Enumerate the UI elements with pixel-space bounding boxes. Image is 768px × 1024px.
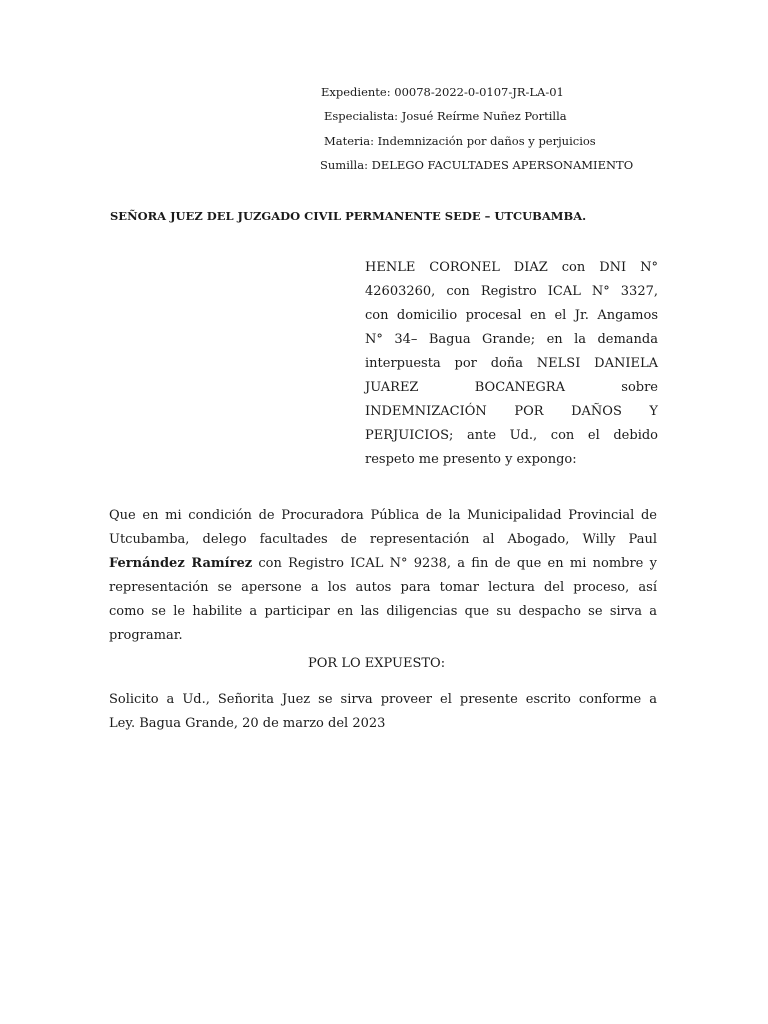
materia-line: Materia: Indemnización por daños y perjuicios (324, 134, 596, 148)
por-lo-expuesto-heading: POR LO EXPUESTO: (308, 656, 446, 671)
intro-line: 42603260, con Registro ICAL N° 3327, (365, 284, 658, 299)
body-line: como se le habilite a participar en las diligencias que su despacho se sirva a (109, 604, 657, 619)
especialista-line: Especialista: Josué Reírme Nuñez Portilla (324, 109, 567, 123)
intro-line: INDEMNIZACIÓN POR DAÑOS Y (365, 404, 658, 419)
body-line: representación se apersone a los autos para tomar lectura del proceso, así (109, 580, 657, 595)
closing-line: Ley. Bagua Grande, 20 de marzo del 2023 (109, 716, 386, 731)
body-line (109, 552, 657, 576)
intro-line: PERJUICIOS; ante Ud., con el debido (365, 428, 658, 443)
body-line-rest: con Registro ICAL N° 9238, a fin de que en mi nombre y (252, 556, 657, 571)
body-paragraph (109, 504, 657, 648)
intro-line: con domicilio procesal en el Jr. Angamos (365, 308, 658, 323)
intro-line: interpuesta por doña NELSI DANIELA (365, 356, 658, 371)
intro-line: respeto me presento y expongo: (365, 452, 577, 467)
addressee-heading: SEÑORA JUEZ DEL JUZGADO CIVIL PERMANENTE SEDE – UTCUBAMBA. (110, 209, 587, 223)
intro-paragraph (365, 256, 658, 472)
closing-paragraph (109, 688, 657, 736)
body-line: Utcubamba, delego facultades de representación al Abogado, Willy Paul (109, 532, 657, 547)
intro-line: JUAREZ BOCANEGRA sobre (365, 380, 658, 395)
closing-line: Solicito a Ud., Señorita Juez se sirva proveer el presente escrito conforme a (109, 692, 657, 707)
sumilla-line: Sumilla: DELEGO FACULTADES APERSONAMIENTO (320, 158, 634, 172)
intro-line: N° 34– Bagua Grande; en la demanda (365, 332, 658, 347)
body-line: programar. (109, 628, 183, 643)
intro-line: HENLE CORONEL DIAZ con DNI N° (365, 260, 658, 275)
body-line: Que en mi condición de Procuradora Pública de la Municipalidad Provincial de (109, 508, 657, 523)
lawyer-name: Fernández Ramírez (109, 556, 253, 571)
expediente-line: Expediente: 00078-2022-0-0107-JR-LA-01 (321, 85, 564, 99)
